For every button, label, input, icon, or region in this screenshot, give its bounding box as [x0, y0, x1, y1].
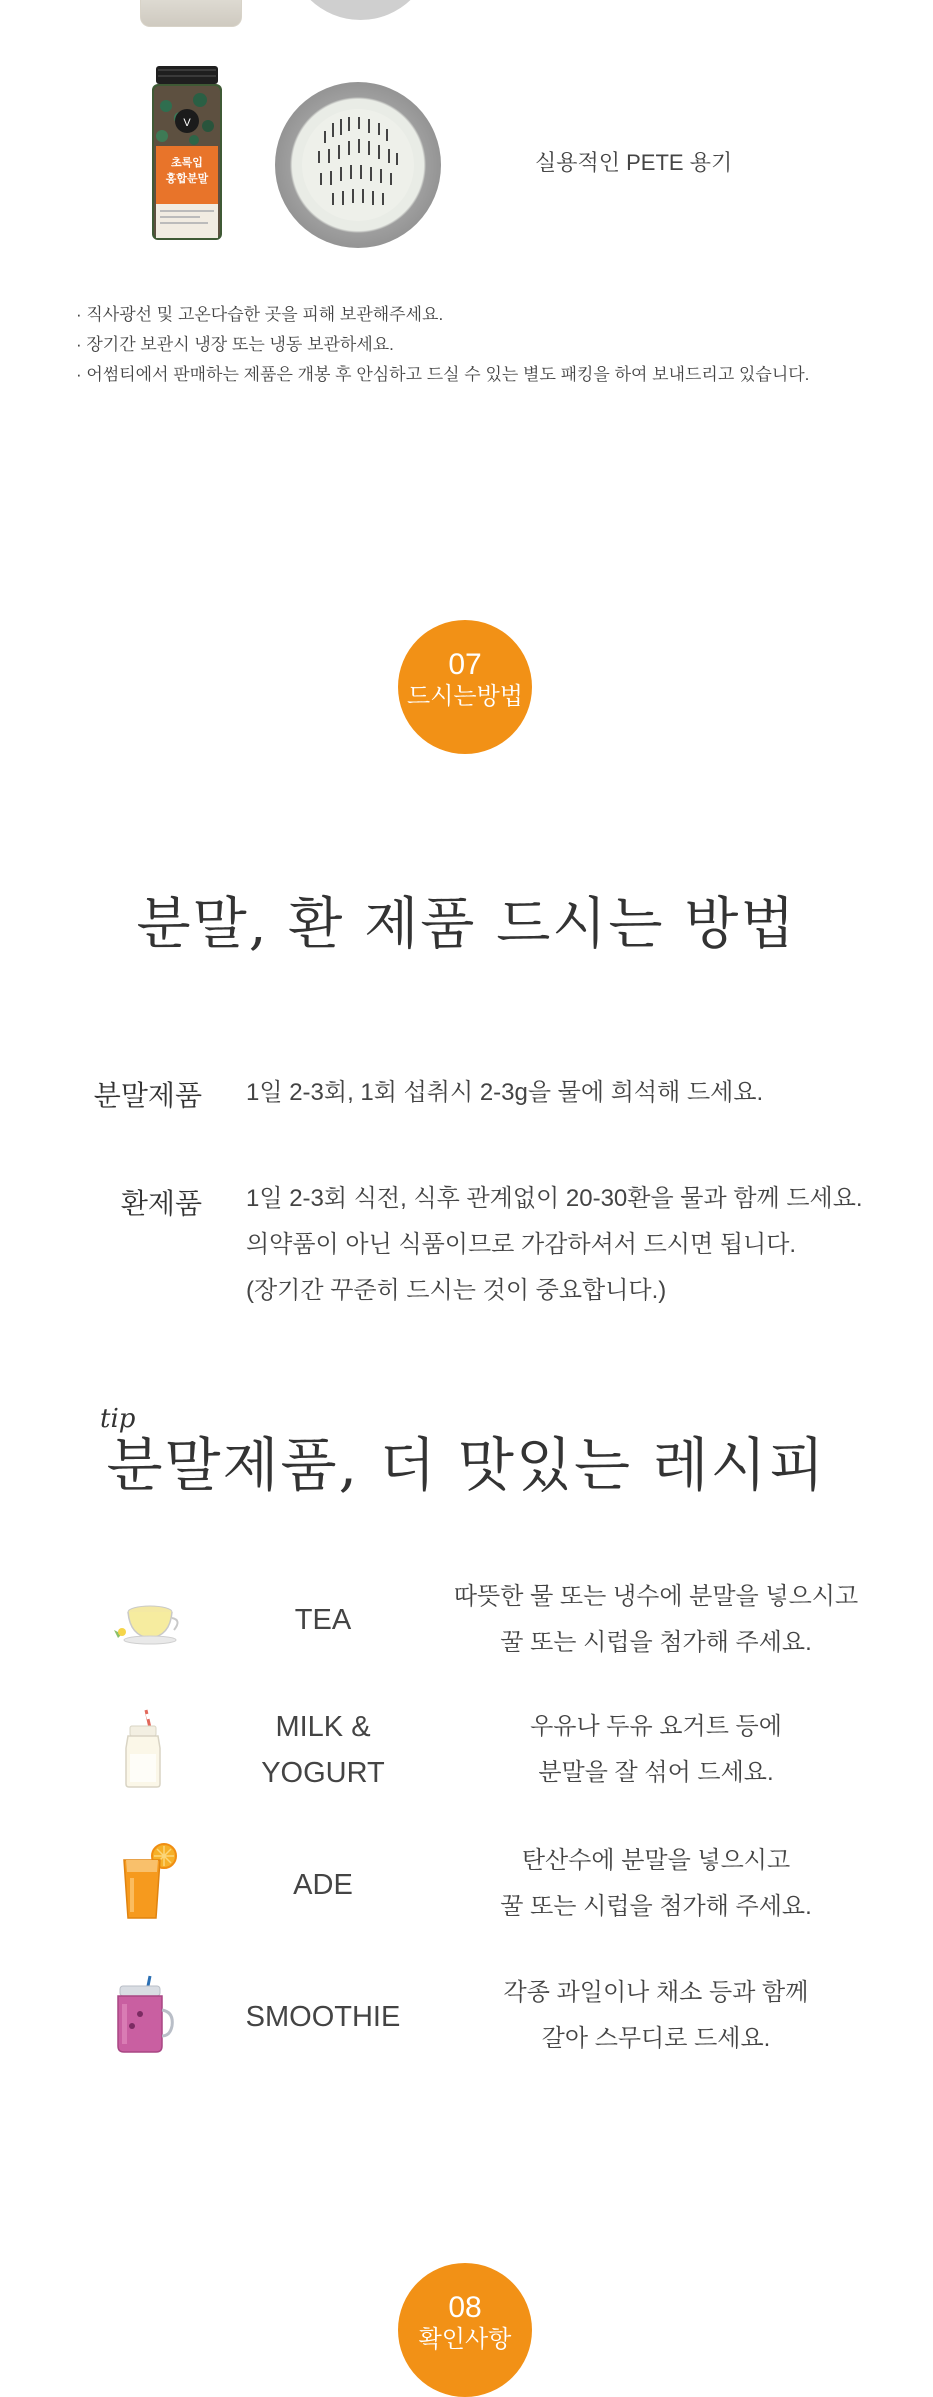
- recipe-name-line: SMOOTHIE: [245, 2001, 401, 2033]
- howto-line: 1일 2-3회 식전, 식후 관계없이 20-30환을 물과 함께 드세요.: [246, 1185, 863, 1212]
- howto-title: 분말, 환 제품 드시는 방법: [136, 892, 797, 957]
- container-caption: 실용적인 PETE 용기: [535, 150, 733, 175]
- howto-line: (장기간 꾸준히 드시는 것이 중요합니다.): [246, 1277, 667, 1304]
- tip-label: tip: [100, 1404, 136, 1434]
- recipe-desc-line: 각종 과일이나 채소 등과 함께: [503, 1979, 809, 2006]
- recipe-desc-line: 갈아 스무디로 드세요.: [541, 2025, 771, 2052]
- recipe-description: [446, 1970, 866, 2062]
- recipe-desc-line: 따뜻한 물 또는 냉수에 분말을 넣으시고: [453, 1583, 859, 1610]
- svg-text:V: V: [183, 117, 191, 129]
- recipe-name: [213, 1862, 433, 1908]
- recipe-name: [213, 1994, 433, 2040]
- section-label: 확인사항: [418, 2326, 512, 2353]
- smoothie-jar-icon: [106, 1974, 176, 2054]
- howto-line: 의약품이 아닌 식품이므로 가감하셔서 드시면 됩니다.: [246, 1231, 797, 1258]
- section-number: 08: [448, 2291, 482, 2324]
- recipe-description: [446, 1838, 866, 1930]
- section-08-badge: [398, 2263, 532, 2397]
- recipe-name-line: YOGURT: [261, 1757, 385, 1789]
- tea-cup-icon: [110, 1582, 180, 1662]
- section-number: 07: [448, 648, 482, 681]
- lid-image-partial: [288, 0, 433, 20]
- recipe-description: [446, 1574, 866, 1666]
- storage-note: · 장기간 보관시 냉장 또는 냉동 보관하세요.: [76, 335, 394, 354]
- howto-row-text: [246, 1070, 763, 1116]
- recipes-title: 분말제품, 더 맛있는 레시피: [106, 1431, 827, 1499]
- howto-row-text: [246, 1176, 863, 1314]
- recipe-desc-line: 꿀 또는 시럽을 첨가해 주세요.: [500, 1629, 812, 1656]
- recipe-desc-line: 탄산수에 분말을 넣으시고: [521, 1847, 791, 1874]
- recipe-name-line: MILK &: [275, 1711, 371, 1743]
- recipe-name-line: ADE: [293, 1869, 353, 1901]
- howto-row-label: 분말제품: [93, 1080, 202, 1111]
- milk-bottle-icon: [110, 1708, 180, 1788]
- storage-note: · 어썸티에서 판매하는 제품은 개봉 후 안심하고 드실 수 있는 별도 패킹을 하여 보내드리고 있습니다.: [76, 365, 810, 384]
- jar-label-line2: 홍합분말: [165, 172, 209, 185]
- section-07-badge: [398, 620, 532, 754]
- recipe-desc-line: 우유나 두유 요거트 등에: [530, 1713, 782, 1740]
- recipe-name-line: TEA: [294, 1604, 352, 1636]
- howto-line: 1일 2-3회, 1회 섭취시 2-3g을 물에 희석해 드세요.: [246, 1079, 764, 1106]
- howto-row-label: 환제품: [120, 1188, 202, 1219]
- section-label: 드시는방법: [407, 683, 523, 710]
- product-jar-image-partial: [140, 0, 242, 27]
- lid-seal-text-image: [302, 109, 414, 221]
- recipe-desc-line: 분말을 잘 섞어 드세요.: [538, 1759, 774, 1786]
- storage-note: · 직사광선 및 고온다습한 곳을 피해 보관해주세요.: [76, 305, 444, 324]
- jar-label-line1: 초록입: [171, 156, 203, 169]
- ade-glass-icon: [110, 1842, 180, 1922]
- recipe-description: [446, 1704, 866, 1796]
- recipe-name: [213, 1597, 433, 1643]
- recipe-desc-line: 꿀 또는 시럽을 첨가해 주세요.: [500, 1893, 812, 1920]
- recipe-name: [213, 1704, 433, 1796]
- product-jar-image: [150, 66, 224, 242]
- storage-notes: [76, 300, 809, 390]
